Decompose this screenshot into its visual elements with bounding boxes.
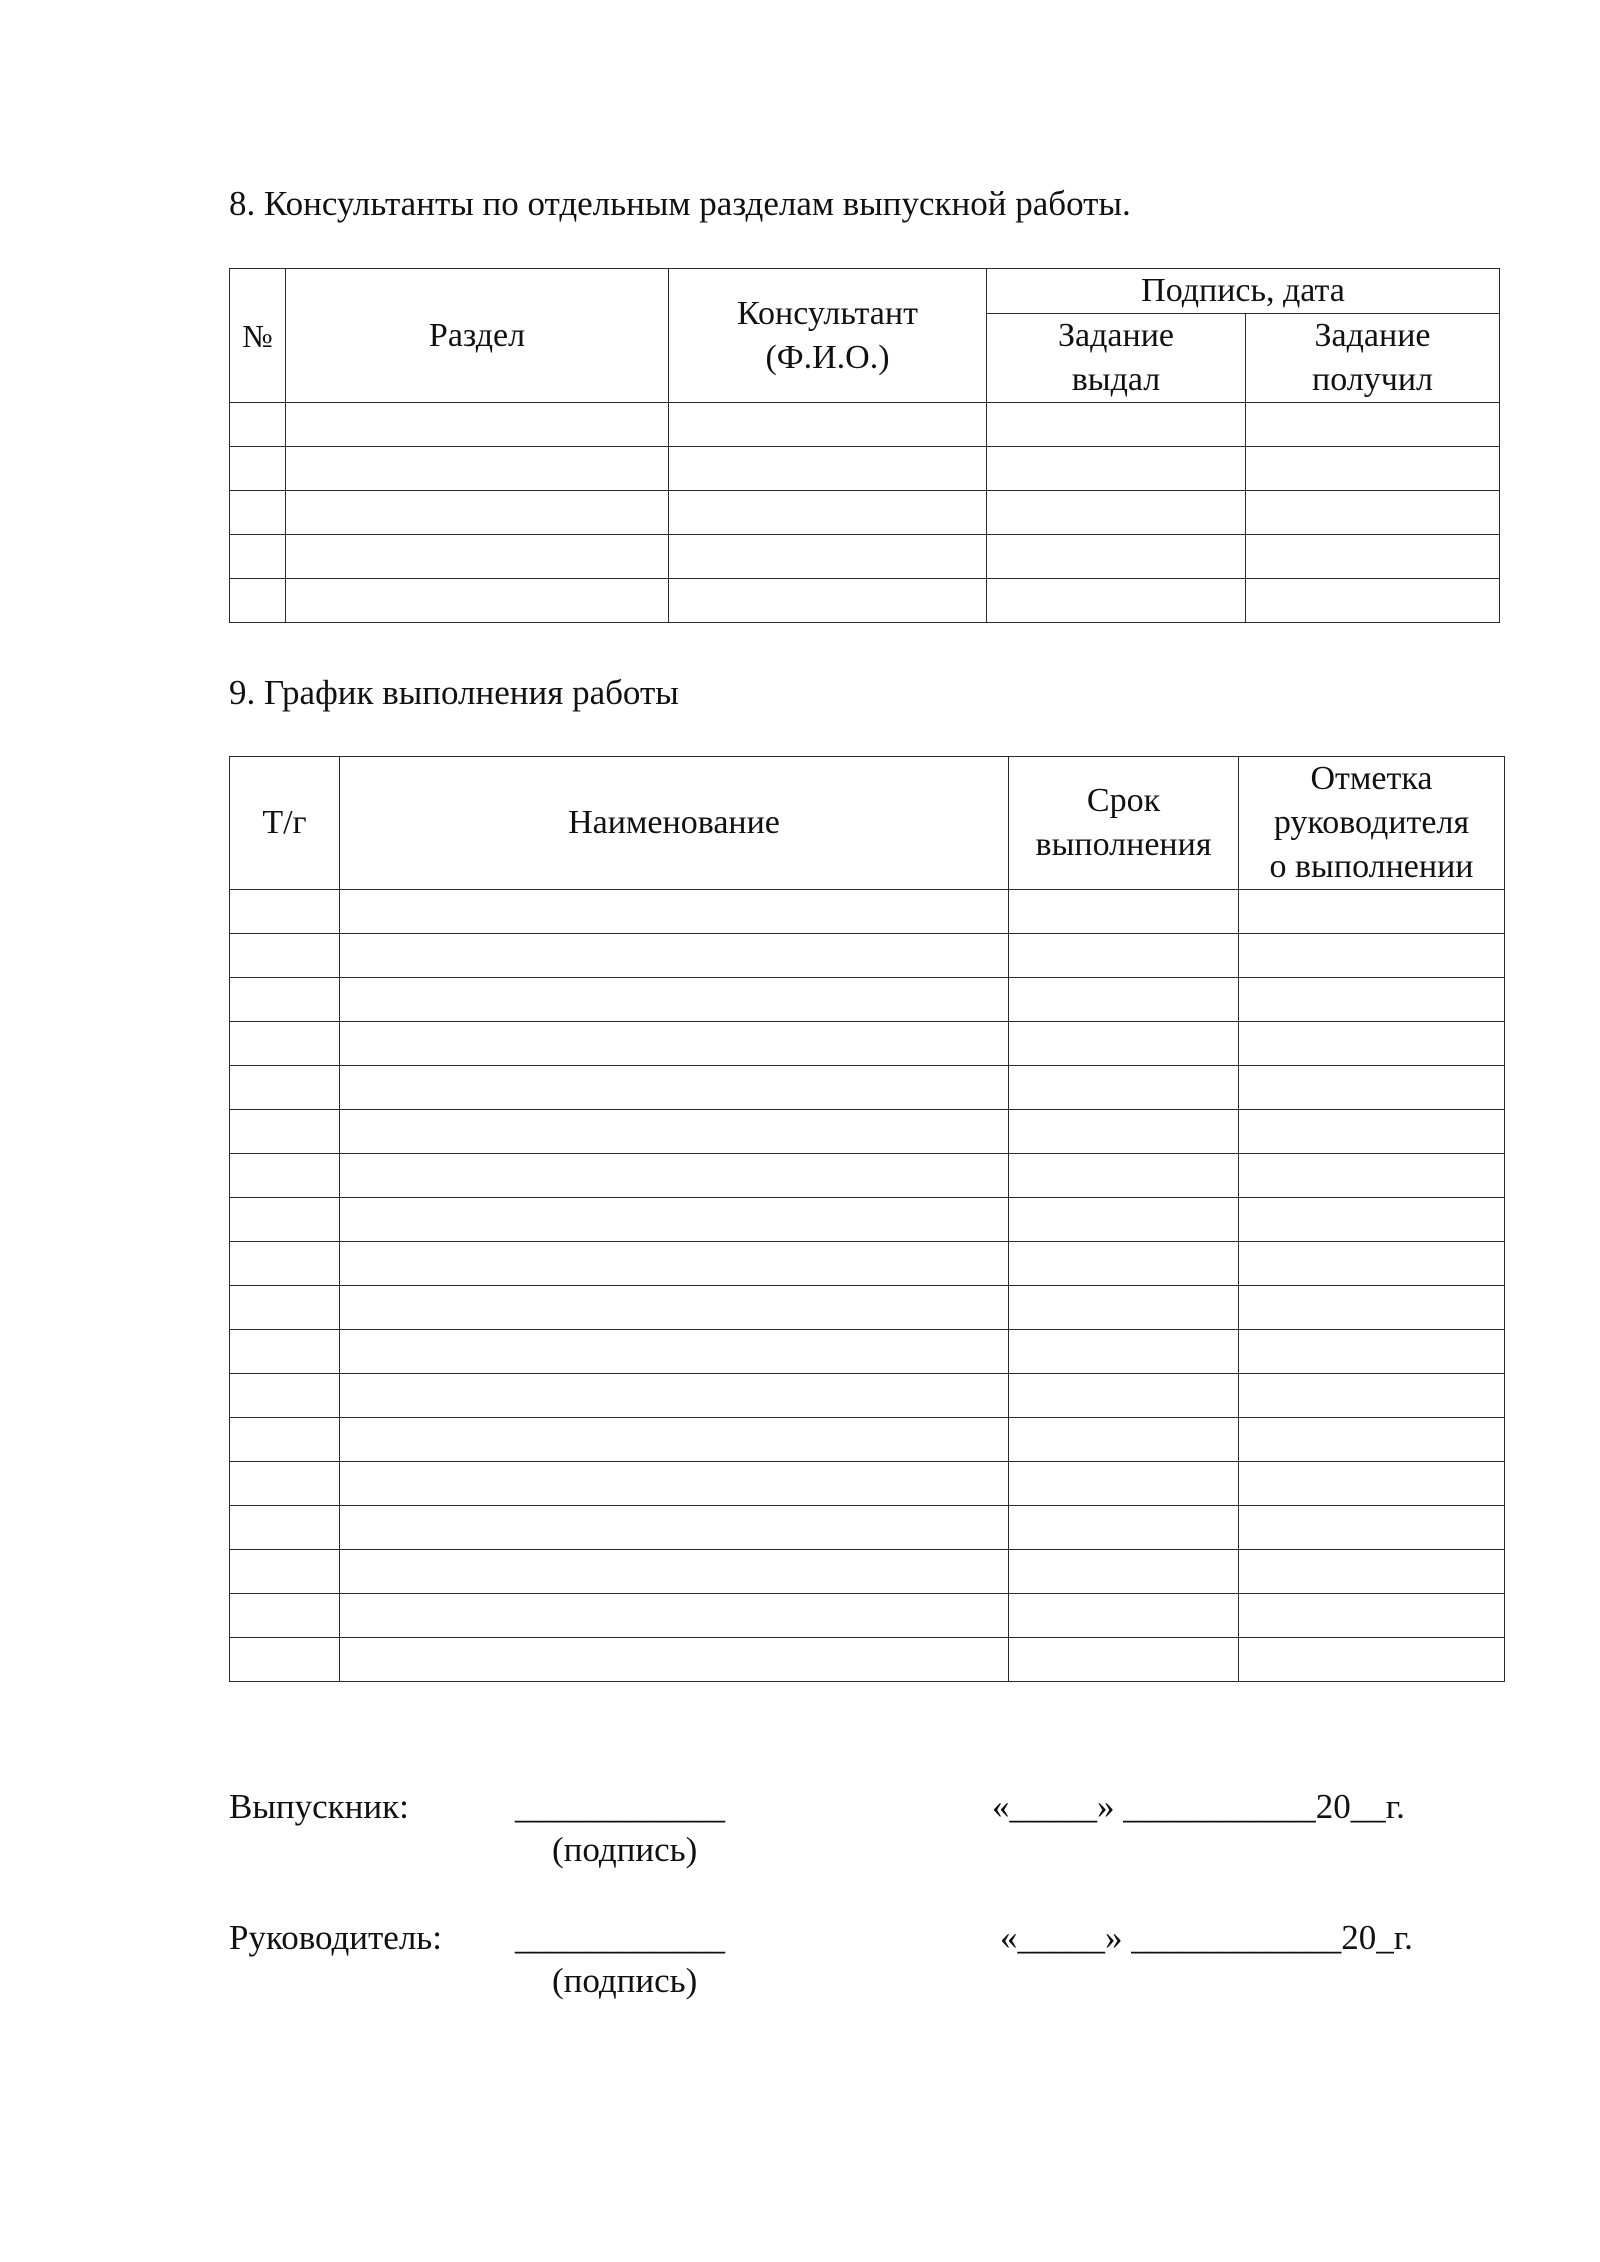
table-row <box>230 978 1505 1022</box>
table-cell[interactable] <box>340 1506 1009 1550</box>
graduate-label: Выпускник: <box>229 1787 409 1826</box>
table-row <box>230 535 1500 579</box>
table-cell[interactable] <box>230 1418 340 1462</box>
table-cell[interactable] <box>230 978 340 1022</box>
column-header-task-issued <box>987 314 1246 403</box>
table-cell[interactable] <box>987 491 1246 535</box>
table-cell[interactable] <box>987 579 1246 623</box>
table-row <box>230 1154 1505 1198</box>
table-cell[interactable] <box>1009 1022 1239 1066</box>
table-cell[interactable] <box>1239 1066 1505 1110</box>
table-cell[interactable] <box>1239 1330 1505 1374</box>
table-cell[interactable] <box>340 1154 1009 1198</box>
table-row <box>230 1198 1505 1242</box>
table-cell[interactable] <box>340 1638 1009 1682</box>
column-header-name: Наименование <box>340 757 1009 890</box>
table-cell[interactable] <box>286 535 669 579</box>
table-cell[interactable] <box>1009 1462 1239 1506</box>
task-received-line2: получил <box>1312 361 1433 398</box>
column-header-number: № <box>230 269 286 403</box>
table-cell[interactable] <box>1246 447 1500 491</box>
table-cell[interactable] <box>1246 403 1500 447</box>
deadline-line2: выполнения <box>1035 826 1212 863</box>
column-header-signature-date: Подпись, дата <box>987 269 1500 314</box>
table-row <box>230 579 1500 623</box>
supervisor-date-line: «_____» ____________20_г. <box>1000 1918 1413 1957</box>
table-cell[interactable] <box>1239 1418 1505 1462</box>
table-row <box>230 447 1500 491</box>
table-cell[interactable] <box>230 1066 340 1110</box>
table-cell[interactable] <box>340 1462 1009 1506</box>
table-cell[interactable] <box>1009 1506 1239 1550</box>
table-cell[interactable] <box>1009 1198 1239 1242</box>
column-header-supervisor-mark <box>1239 757 1505 890</box>
mark-line1: Отметка <box>1310 760 1433 797</box>
supervisor-signature-line: ____________ <box>515 1918 725 1957</box>
table-cell[interactable] <box>1239 1374 1505 1418</box>
table-cell[interactable] <box>1246 491 1500 535</box>
table-cell[interactable] <box>230 535 286 579</box>
table-cell[interactable] <box>1239 1462 1505 1506</box>
consultant-fio-label: (Ф.И.О.) <box>765 338 890 376</box>
table-cell[interactable] <box>1009 1330 1239 1374</box>
table-cell[interactable] <box>230 1506 340 1550</box>
table-cell[interactable] <box>1009 978 1239 1022</box>
section9-title: 9. График выполнения работы <box>229 673 679 712</box>
table-cell[interactable] <box>286 491 669 535</box>
table-row <box>230 1066 1505 1110</box>
table-row <box>230 1638 1505 1682</box>
table-cell[interactable] <box>1009 1110 1239 1154</box>
consultant-label: Консультант <box>737 294 918 332</box>
table-row <box>230 403 1500 447</box>
table-cell[interactable] <box>340 890 1009 934</box>
table-cell[interactable] <box>669 579 987 623</box>
table-cell[interactable] <box>1239 1110 1505 1154</box>
table-cell[interactable] <box>1239 1638 1505 1682</box>
table-cell[interactable] <box>340 1022 1009 1066</box>
table-cell[interactable] <box>1009 1286 1239 1330</box>
table-cell[interactable] <box>340 934 1009 978</box>
mark-line2: руководителя <box>1273 804 1470 841</box>
table-row <box>230 1418 1505 1462</box>
table-cell[interactable] <box>230 1330 340 1374</box>
table-cell[interactable] <box>340 1330 1009 1374</box>
table-cell[interactable] <box>230 579 286 623</box>
table-row <box>230 491 1500 535</box>
table-cell[interactable] <box>340 1286 1009 1330</box>
table-cell[interactable] <box>1239 1154 1505 1198</box>
table-cell[interactable] <box>340 1374 1009 1418</box>
supervisor-signature-caption: (подпись) <box>552 1961 698 2000</box>
table-cell[interactable] <box>230 934 340 978</box>
table-cell[interactable] <box>1009 1638 1239 1682</box>
table-cell[interactable] <box>230 890 340 934</box>
table-cell[interactable] <box>987 535 1246 579</box>
table-cell[interactable] <box>1009 1550 1239 1594</box>
table-cell[interactable] <box>340 1198 1009 1242</box>
task-issued-line2: выдал <box>1071 361 1161 398</box>
column-header-consultant <box>669 269 987 403</box>
table-cell[interactable] <box>1239 1242 1505 1286</box>
table-row <box>230 1286 1505 1330</box>
section8-title: 8. Консультанты по отдельным разделам выпускной работы. <box>229 184 1131 223</box>
schedule-table <box>229 756 1505 1682</box>
column-header-stage-number: Т/г <box>230 757 340 890</box>
table-cell[interactable] <box>230 1550 340 1594</box>
table-cell[interactable] <box>1009 1066 1239 1110</box>
graduate-signature-caption: (подпись) <box>552 1830 698 1869</box>
column-header-section: Раздел <box>286 269 669 403</box>
table-cell[interactable] <box>1239 1506 1505 1550</box>
table-row <box>230 1594 1505 1638</box>
deadline-line1: Срок <box>1086 782 1161 819</box>
table-row <box>230 1550 1505 1594</box>
table-cell[interactable] <box>1009 1594 1239 1638</box>
table-cell[interactable] <box>987 403 1246 447</box>
table-cell[interactable] <box>1239 890 1505 934</box>
table-row <box>230 1110 1505 1154</box>
table-cell[interactable] <box>987 447 1246 491</box>
table-cell[interactable] <box>1009 890 1239 934</box>
table-cell[interactable] <box>340 1594 1009 1638</box>
table-cell[interactable] <box>1009 934 1239 978</box>
table-cell[interactable] <box>230 1594 340 1638</box>
graduate-date-line: «_____» ___________20__г. <box>992 1787 1405 1826</box>
table-cell[interactable] <box>1009 1242 1239 1286</box>
table-cell[interactable] <box>340 1066 1009 1110</box>
table-cell[interactable] <box>230 1198 340 1242</box>
table-cell[interactable] <box>340 1242 1009 1286</box>
table-cell[interactable] <box>340 1550 1009 1594</box>
table-cell[interactable] <box>230 1462 340 1506</box>
table-cell[interactable] <box>1239 934 1505 978</box>
table-cell[interactable] <box>1009 1374 1239 1418</box>
table-cell[interactable] <box>669 535 987 579</box>
task-received-line1: Задание <box>1314 317 1431 354</box>
table-cell[interactable] <box>230 1286 340 1330</box>
table-cell[interactable] <box>286 447 669 491</box>
table-cell[interactable] <box>1239 1022 1505 1066</box>
table-row <box>230 1330 1505 1374</box>
table-cell[interactable] <box>230 1242 340 1286</box>
table-cell[interactable] <box>1239 1594 1505 1638</box>
table-cell[interactable] <box>1009 1154 1239 1198</box>
table-cell[interactable] <box>230 1154 340 1198</box>
task-issued-line1: Задание <box>1058 317 1174 354</box>
table-cell[interactable] <box>1239 1198 1505 1242</box>
table-cell[interactable] <box>340 978 1009 1022</box>
table-cell[interactable] <box>230 491 286 535</box>
table-cell[interactable] <box>669 403 987 447</box>
table-cell[interactable] <box>230 1022 340 1066</box>
table-cell[interactable] <box>230 1110 340 1154</box>
table-cell[interactable] <box>230 447 286 491</box>
supervisor-label: Руководитель: <box>229 1918 442 1957</box>
table-row <box>230 1022 1505 1066</box>
table-row <box>230 1374 1505 1418</box>
table-cell[interactable] <box>1246 579 1500 623</box>
table-row <box>230 1506 1505 1550</box>
consultants-table <box>229 268 1500 623</box>
consultants-table-body <box>230 403 1500 623</box>
column-header-task-received <box>1246 314 1500 403</box>
table-cell[interactable] <box>1239 978 1505 1022</box>
table-cell[interactable] <box>1246 535 1500 579</box>
table-cell[interactable] <box>230 403 286 447</box>
table-cell[interactable] <box>669 447 987 491</box>
table-cell[interactable] <box>1009 1418 1239 1462</box>
table-cell[interactable] <box>1239 1550 1505 1594</box>
column-header-deadline <box>1009 757 1239 890</box>
table-row <box>230 890 1505 934</box>
table-row <box>230 1462 1505 1506</box>
table-cell[interactable] <box>340 1418 1009 1462</box>
table-cell[interactable] <box>340 1110 1009 1154</box>
table-row <box>230 1242 1505 1286</box>
table-row <box>230 934 1505 978</box>
schedule-table-body <box>230 890 1505 1682</box>
table-cell[interactable] <box>230 1374 340 1418</box>
mark-line3: о выполнении <box>1269 848 1474 885</box>
table-cell[interactable] <box>669 491 987 535</box>
graduate-signature-line: ____________ <box>515 1787 725 1826</box>
table-cell[interactable] <box>230 1638 340 1682</box>
table-cell[interactable] <box>1239 1286 1505 1330</box>
table-cell[interactable] <box>286 403 669 447</box>
table-cell[interactable] <box>286 579 669 623</box>
